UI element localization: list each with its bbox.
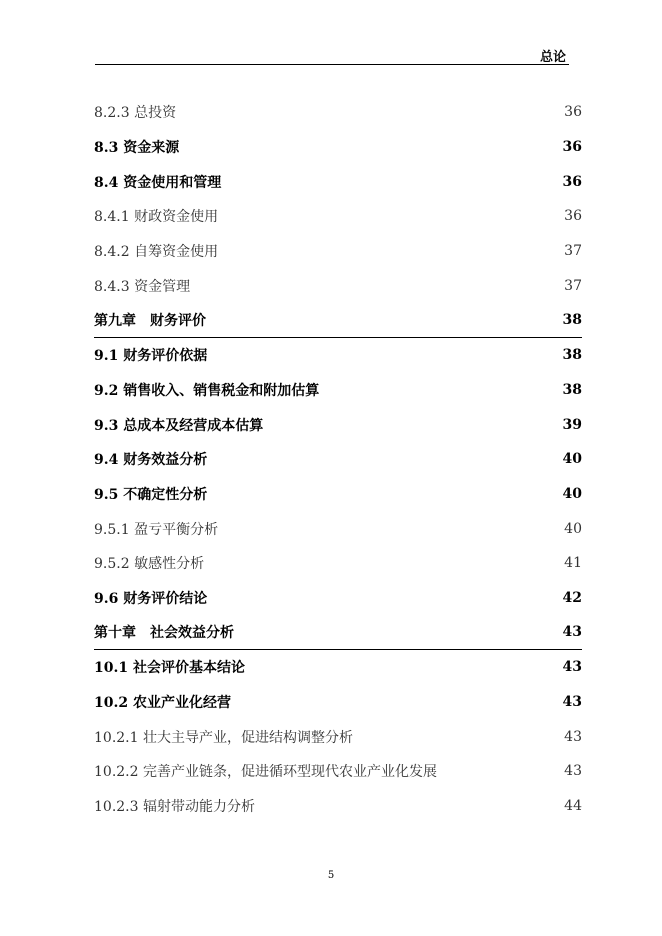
toc-entry-label: 第九章 财务评价 [94, 312, 206, 329]
toc-entry[interactable] [94, 268, 582, 303]
toc-entry-page: 43 [562, 694, 582, 711]
toc-entry[interactable] [94, 303, 582, 338]
toc-entry-label: 9.4 财务效益分析 [94, 452, 208, 469]
toc-entry-label: 10.2.3 辐射带动能力分析 [94, 799, 255, 816]
toc-entry-label: 9.1 财务评价依据 [94, 348, 208, 365]
toc-entry-label: 10.2.2 完善产业链条，促进循环型现代农业产业化发展 [94, 764, 437, 781]
toc-entry-page: 36 [562, 173, 582, 190]
toc-entry[interactable] [94, 546, 582, 581]
toc-entry-label: 10.1 社会评价基本结论 [94, 660, 245, 677]
toc-entry[interactable] [94, 407, 582, 442]
toc-entry[interactable] [94, 95, 582, 130]
toc-entry-page: 40 [562, 451, 582, 468]
toc-entry-page: 38 [562, 347, 582, 364]
toc-entry[interactable] [94, 754, 582, 789]
toc-entry-page: 41 [564, 555, 582, 572]
toc-entry-page: 36 [564, 104, 582, 121]
toc-entry-label: 9.6 财务评价结论 [94, 590, 208, 607]
toc-entry-label: 8.4 资金使用和管理 [94, 174, 222, 191]
toc-entry-label: 第十章 社会效益分析 [94, 625, 234, 642]
toc-entry-label: 8.4.1 财政资金使用 [94, 209, 219, 226]
toc-entry-page: 40 [562, 485, 582, 502]
toc-entry-label: 8.4.2 自筹资金使用 [94, 244, 219, 261]
toc-entry[interactable] [94, 338, 582, 373]
toc-entry-page: 37 [564, 243, 582, 260]
toc-entry[interactable] [94, 581, 582, 616]
toc-entry-label: 8.3 资金来源 [94, 140, 180, 157]
header-rule [95, 64, 569, 65]
toc-entry[interactable] [94, 789, 582, 824]
toc-entry-page: 42 [562, 589, 582, 606]
toc-entry[interactable] [94, 685, 582, 720]
toc-entry[interactable] [94, 164, 582, 199]
toc-entry-label: 9.3 总成本及经营成本估算 [94, 417, 264, 434]
toc-entry[interactable] [94, 615, 582, 650]
toc-entry-page: 43 [562, 624, 582, 641]
toc-entry-label: 9.5 不确定性分析 [94, 486, 208, 503]
toc-entry-label: 9.2 销售收入、销售税金和附加估算 [94, 382, 320, 399]
toc-entry-label: 9.5.1 盈亏平衡分析 [94, 521, 219, 538]
toc-entry[interactable] [94, 442, 582, 477]
toc-entry-page: 37 [564, 277, 582, 294]
toc-entry-label: 8.2.3 总投资 [94, 105, 177, 122]
toc-entry[interactable] [94, 234, 582, 269]
toc-entry[interactable] [94, 650, 582, 685]
toc-entry-label: 8.4.3 资金管理 [94, 278, 191, 295]
toc-entry[interactable] [94, 719, 582, 754]
toc-entry-page: 36 [564, 208, 582, 225]
toc-entry-page: 43 [564, 763, 582, 780]
toc-entry-page: 39 [562, 416, 582, 433]
toc-entry-page: 38 [562, 311, 582, 328]
toc-entry-label: 9.5.2 敏感性分析 [94, 556, 205, 573]
toc-entry-label: 10.2.1 壮大主导产业，促进结构调整分析 [94, 729, 353, 746]
toc-entry-page: 44 [564, 798, 582, 815]
header-title: 总论 [539, 50, 566, 65]
toc-entry-page: 36 [562, 139, 582, 156]
page-number: 5 [327, 870, 335, 881]
toc-entry[interactable] [94, 511, 582, 546]
toc-entry[interactable] [94, 373, 582, 408]
toc-entry-page: 40 [564, 520, 582, 537]
toc-entry[interactable] [94, 199, 582, 234]
toc-entry-page: 38 [562, 381, 582, 398]
toc-entry[interactable] [94, 477, 582, 512]
table-of-contents [94, 95, 582, 823]
toc-entry-label: 10.2 农业产业化经营 [94, 695, 231, 712]
toc-entry-page: 43 [562, 659, 582, 676]
toc-entry-page: 43 [564, 728, 582, 745]
toc-entry[interactable] [94, 130, 582, 165]
